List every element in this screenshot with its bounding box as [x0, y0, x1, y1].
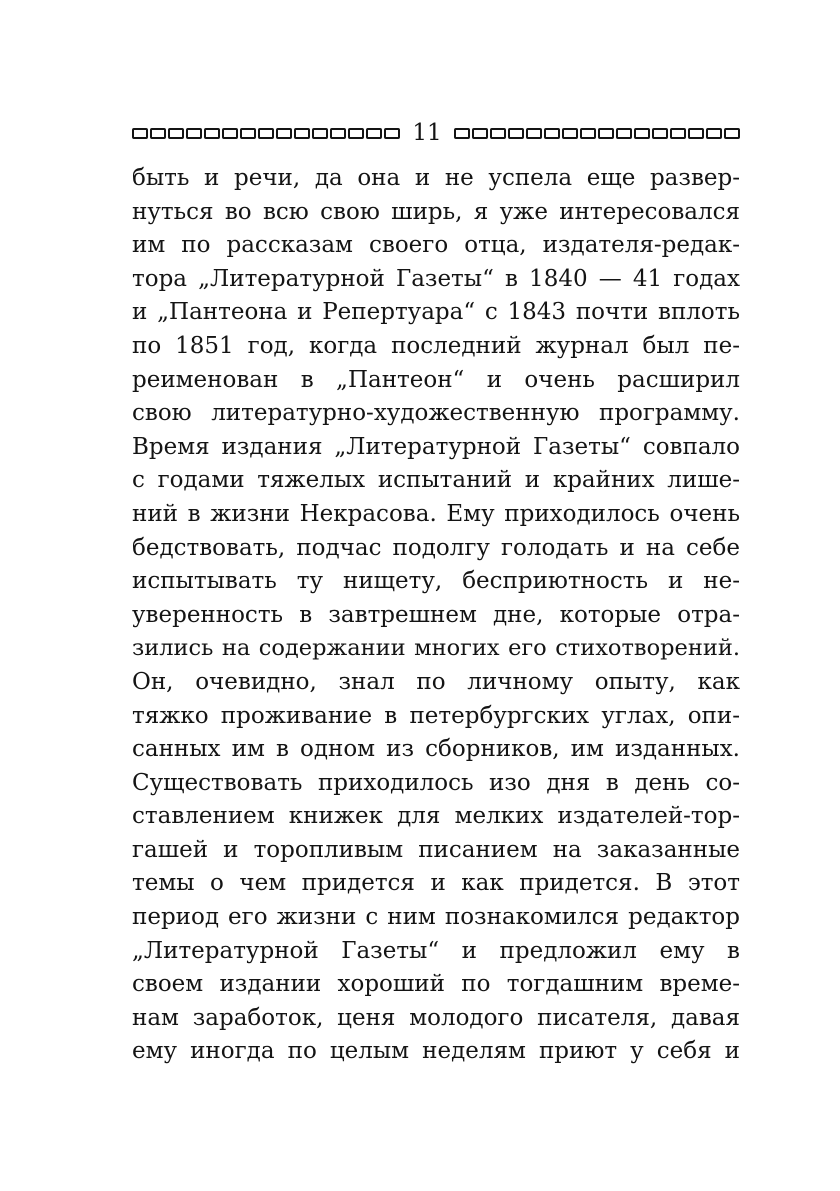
- text-line: своем издании хороший по тогдашним време-: [132, 971, 740, 998]
- text-line: испытывать ту нищету, бесприютность и не-: [132, 568, 740, 595]
- text-line: Время издания „Литературной Газеты“ совпало: [132, 433, 740, 460]
- text-line: быть и речи, да она и не успела еще развер-: [132, 165, 740, 191]
- text-line: ставлением книжек для мелких издателей-тор-: [132, 803, 740, 830]
- text-line: Существовать приходилось изо дня в день со-: [132, 769, 740, 796]
- page-header: [132, 118, 740, 148]
- text-line: ему иногда по целым неделям приют у себя и: [132, 1038, 740, 1065]
- text-line: зились на содержании многих его стихотворений.: [132, 635, 740, 662]
- body-text: [132, 162, 740, 1069]
- text-line: и „Пантеона и Репертуара“ с 1843 почти вплоть: [132, 299, 740, 326]
- text-line: тяжко проживание в петербургских углах, опи-: [132, 702, 740, 729]
- page-number: 11: [412, 120, 442, 146]
- text-line: по 1851 год, когда последний журнал был пе-: [132, 332, 740, 359]
- text-line: уверенность в завтрешнем дне, которые отра-: [132, 601, 740, 628]
- text-line: санных им в одном из сборников, им изданных.: [132, 736, 740, 763]
- text-line: с годами тяжелых испытаний и крайних лише-: [132, 467, 740, 494]
- text-line: ний в жизни Некрасова. Ему приходилось очень: [132, 500, 740, 527]
- text-line: свою литературно-художественную программу.: [132, 400, 740, 427]
- text-line: им по рассказам своего отца, издателя-редак-: [132, 232, 740, 259]
- text-line: нам заработок, ценя молодого писателя, давая: [132, 1004, 740, 1031]
- text-line: бедствовать, подчас подолгу голодать и на себе: [132, 534, 740, 561]
- text-line: реименован в „Пантеон“ и очень расширил: [132, 366, 740, 393]
- text-line: нуться во всю свою ширь, я уже интересовался: [132, 198, 740, 225]
- left-ornament-border: [132, 128, 400, 139]
- text-line: „Литературной Газеты“ и предложил ему в: [132, 937, 740, 964]
- text-line: гашей и торопливым писанием на заказанные: [132, 836, 740, 863]
- text-line: темы о чем придется и как придется. В этот: [132, 870, 740, 897]
- text-line: Он, очевидно, знал по личному опыту, как: [132, 668, 740, 695]
- right-ornament-border: [454, 128, 740, 139]
- text-line: тора „Литературной Газеты“ в 1840 — 41 годах: [132, 265, 740, 292]
- text-line: период его жизни с ним познакомился редактор: [132, 904, 740, 931]
